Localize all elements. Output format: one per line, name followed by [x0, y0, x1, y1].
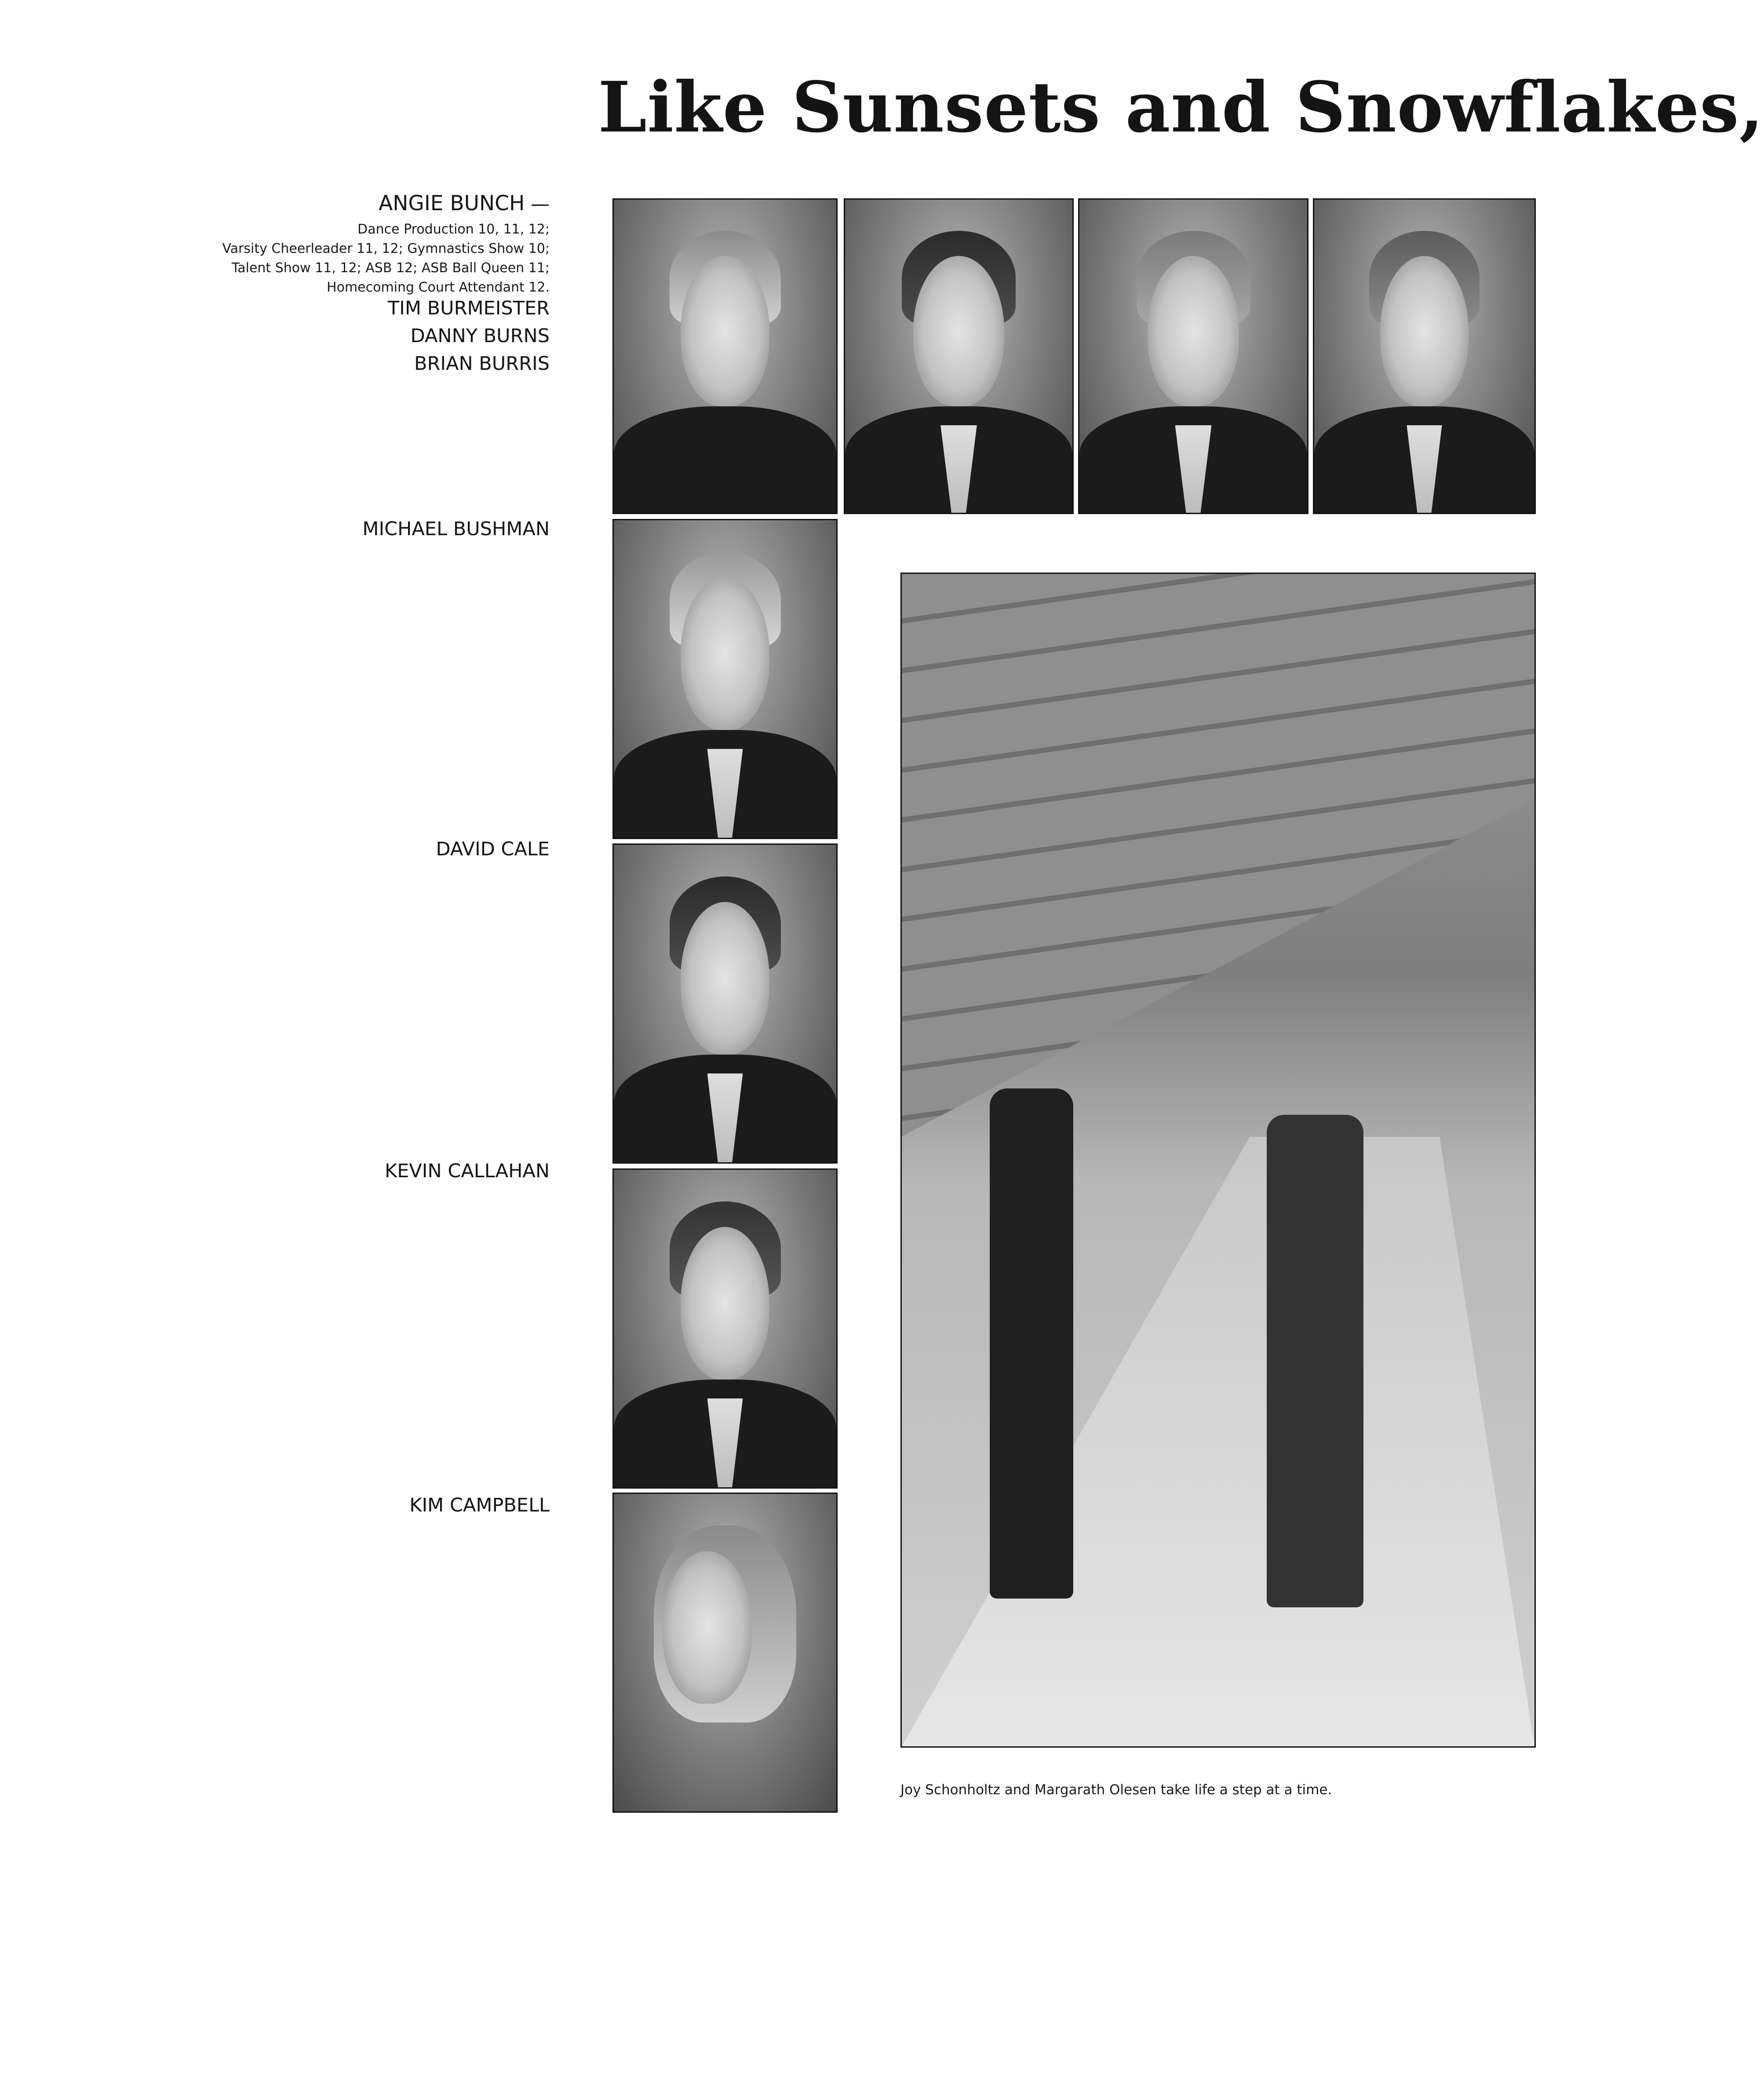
student-name-kevin-callahan: KEVIN CALLAHAN [385, 1160, 550, 1182]
student-name-angie-bunch: ANGIE BUNCH — [379, 191, 550, 215]
portrait-photo-danny-burns [1078, 198, 1308, 514]
student-name-tim-burmeister: TIM BURMEISTER [387, 297, 550, 319]
walking-student-figure-right [1267, 1115, 1363, 1607]
portrait-photo-kim-campbell [612, 1493, 838, 1813]
portrait-photo-tim-burmeister [844, 198, 1074, 514]
name-block-group-1 [88, 190, 550, 218]
portrait-photo-angie-bunch [612, 198, 838, 514]
student-name-kim-campbell: KIM CAMPBELL [409, 1494, 550, 1516]
student-name-david-cale: DAVID CALE [436, 838, 550, 860]
student-name-michael-bushman: MICHAEL BUSHMAN [362, 518, 550, 540]
angie-bunch-activities: Dance Production 10, 11, 12; Varsity Cheerleader 11, 12; Gymnastics Show 10; Talent Show 11, 12; ASB 12; ASB Ball Queen 11; Homecoming Court Attendant 12. [222, 222, 550, 295]
student-name-brian-burris: BRIAN BURRIS [414, 353, 550, 375]
portrait-photo-michael-bushman [612, 519, 838, 839]
portrait-photo-kevin-callahan [612, 1168, 838, 1489]
portrait-photo-brian-burris [1313, 198, 1536, 514]
walking-student-figure-left [990, 1088, 1073, 1599]
name-separator: — [531, 193, 550, 215]
student-name-danny-burns: DANNY BURNS [410, 325, 550, 347]
hallway-candid-photo [900, 573, 1536, 1748]
portrait-photo-david-cale [612, 843, 838, 1164]
page-title: Like Sunsets and Snowflakes, [598, 67, 1764, 148]
photo-caption: Joy Schonholtz and Margarath Olesen take life a step at a time. [900, 1782, 1332, 1798]
